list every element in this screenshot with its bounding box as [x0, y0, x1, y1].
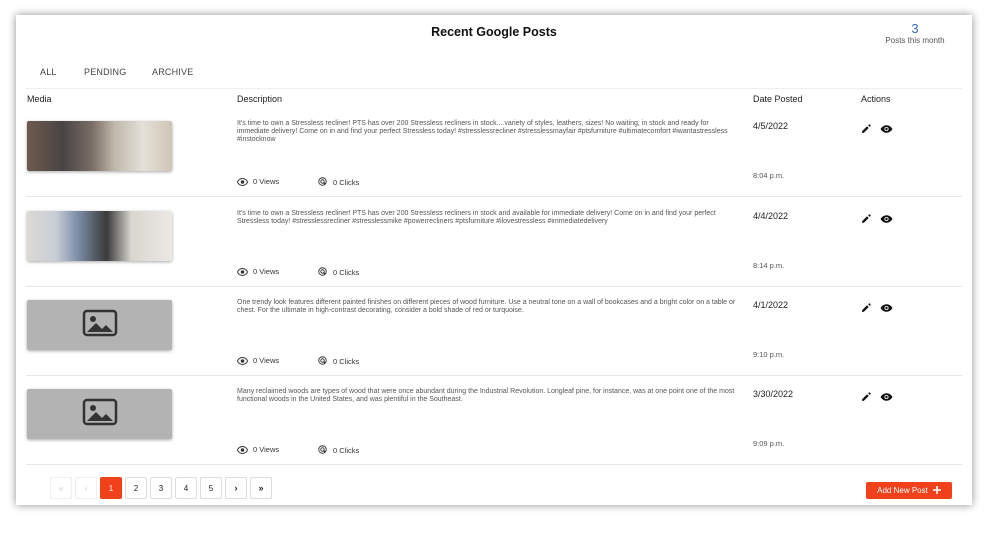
eye-icon	[237, 357, 248, 365]
eye-icon	[237, 268, 248, 276]
clicks-count: 0 Clicks	[333, 177, 360, 187]
add-new-post-button[interactable]	[866, 482, 952, 499]
page-button-3[interactable]: 3	[150, 477, 172, 499]
edit-pencil-icon[interactable]	[861, 300, 872, 318]
image-placeholder-icon	[82, 398, 118, 431]
column-header-actions: Actions	[861, 94, 891, 104]
page-button-1[interactable]: 1	[100, 477, 122, 499]
eye-icon	[237, 178, 248, 186]
post-row	[26, 375, 962, 465]
page-title: Recent Google Posts	[431, 25, 557, 39]
post-image[interactable]	[27, 211, 172, 261]
page-button-5[interactable]: 5	[200, 477, 222, 499]
clicks-stat	[318, 445, 359, 455]
click-icon	[318, 356, 328, 366]
clicks-count: 0 Clicks	[333, 267, 360, 277]
post-row	[26, 197, 962, 287]
click-icon	[318, 445, 328, 455]
post-description: Many reclaimed woods are types of wood that were once abundant during the Industrial Revolution. Longleaf pine, for instance, was at one point one of the most functional woods in the United States, and was plentiful in the Southeast.	[237, 388, 735, 403]
post-image[interactable]	[27, 121, 172, 171]
clicks-stat	[318, 177, 359, 187]
tab-divider	[26, 88, 962, 89]
views-stat	[237, 177, 279, 186]
post-date: 4/1/2022	[753, 300, 789, 310]
row-actions	[861, 211, 893, 229]
post-time: 9:09 p.m.	[753, 439, 785, 448]
views-stat	[237, 356, 279, 365]
post-row	[26, 286, 962, 376]
post-time: 9:10 p.m.	[753, 350, 785, 359]
clicks-stat	[318, 267, 359, 277]
image-placeholder-icon	[82, 309, 118, 342]
pagination	[50, 477, 272, 499]
column-header-description: Description	[237, 94, 283, 104]
posts-count	[880, 21, 950, 45]
page-button-2[interactable]: 2	[125, 477, 147, 499]
post-description: It's time to own a Stressless recliner! PTS has over 200 Stressless recliners in stock....variety of styles, leathers, sizes! No waiting, in stock and ready for immediate delivery! Come on in and find your perfect Stressless today! #stresslessrecliner #stresslessmayfair #ptsfurniture #ultimatecomfort #iwantastressless #instocknow	[237, 120, 728, 143]
views-count: 0 Views	[253, 445, 280, 454]
tab-all[interactable]: ALL	[40, 67, 57, 77]
first-page-button[interactable]: «	[50, 477, 72, 499]
tab-pending[interactable]: PENDING	[84, 67, 127, 77]
post-description: It's time to own a Stressless recliner! PTS has over 200 Stressless recliners in stock and available for immediate delivery! Come on in and find your perfect Stressless today! #stresslessrecliner #stresslessmike #powerrecliners #ptsfurniture #ilovestressless #immediatedelivery	[237, 210, 716, 225]
tab-archive[interactable]: ARCHIVE	[152, 67, 194, 77]
post-description: One trendy look features different painted finishes on different pieces of wood furniture. Use a neutral tone on a wall of bookcases and a bright color on a table or chest. For the ultimate in high-contrast decorating, consider a bold shade of red or turquoise.	[237, 299, 736, 314]
view-eye-icon[interactable]	[880, 211, 893, 229]
add-new-post-label: Add New Post	[877, 486, 928, 495]
last-page-button[interactable]: »	[250, 477, 272, 499]
plus-icon	[933, 486, 941, 496]
post-date: 4/5/2022	[753, 121, 789, 131]
row-actions	[861, 300, 893, 318]
views-count: 0 Views	[253, 177, 280, 186]
page-button-4[interactable]: 4	[175, 477, 197, 499]
post-date: 4/4/2022	[753, 211, 789, 221]
views-count: 0 Views	[253, 267, 280, 276]
next-page-button[interactable]: ›	[225, 477, 247, 499]
post-row	[26, 107, 962, 197]
post-image-placeholder[interactable]	[27, 300, 172, 350]
posts-count-label: Posts this month	[885, 36, 945, 45]
post-image-placeholder[interactable]	[27, 389, 172, 439]
view-eye-icon[interactable]	[880, 121, 893, 139]
clicks-count: 0 Clicks	[333, 445, 360, 455]
click-icon	[318, 267, 328, 277]
clicks-count: 0 Clicks	[333, 356, 360, 366]
prev-page-button[interactable]: ‹	[75, 477, 97, 499]
click-icon	[318, 177, 328, 187]
view-eye-icon[interactable]	[880, 389, 893, 407]
posts-card	[16, 15, 972, 505]
column-header-date: Date Posted	[753, 94, 803, 104]
row-actions	[861, 389, 893, 407]
eye-icon	[237, 446, 248, 454]
edit-pencil-icon[interactable]	[861, 121, 872, 139]
posts-count-value: 3	[911, 21, 919, 36]
post-date: 3/30/2022	[753, 389, 794, 399]
views-stat	[237, 267, 279, 276]
edit-pencil-icon[interactable]	[861, 389, 872, 407]
post-time: 8:14 p.m.	[753, 261, 785, 270]
post-time: 8:04 p.m.	[753, 171, 785, 180]
views-stat	[237, 445, 279, 454]
column-header-media: Media	[27, 94, 52, 104]
views-count: 0 Views	[253, 356, 280, 365]
view-eye-icon[interactable]	[880, 300, 893, 318]
edit-pencil-icon[interactable]	[861, 211, 872, 229]
clicks-stat	[318, 356, 359, 366]
row-actions	[861, 121, 893, 139]
